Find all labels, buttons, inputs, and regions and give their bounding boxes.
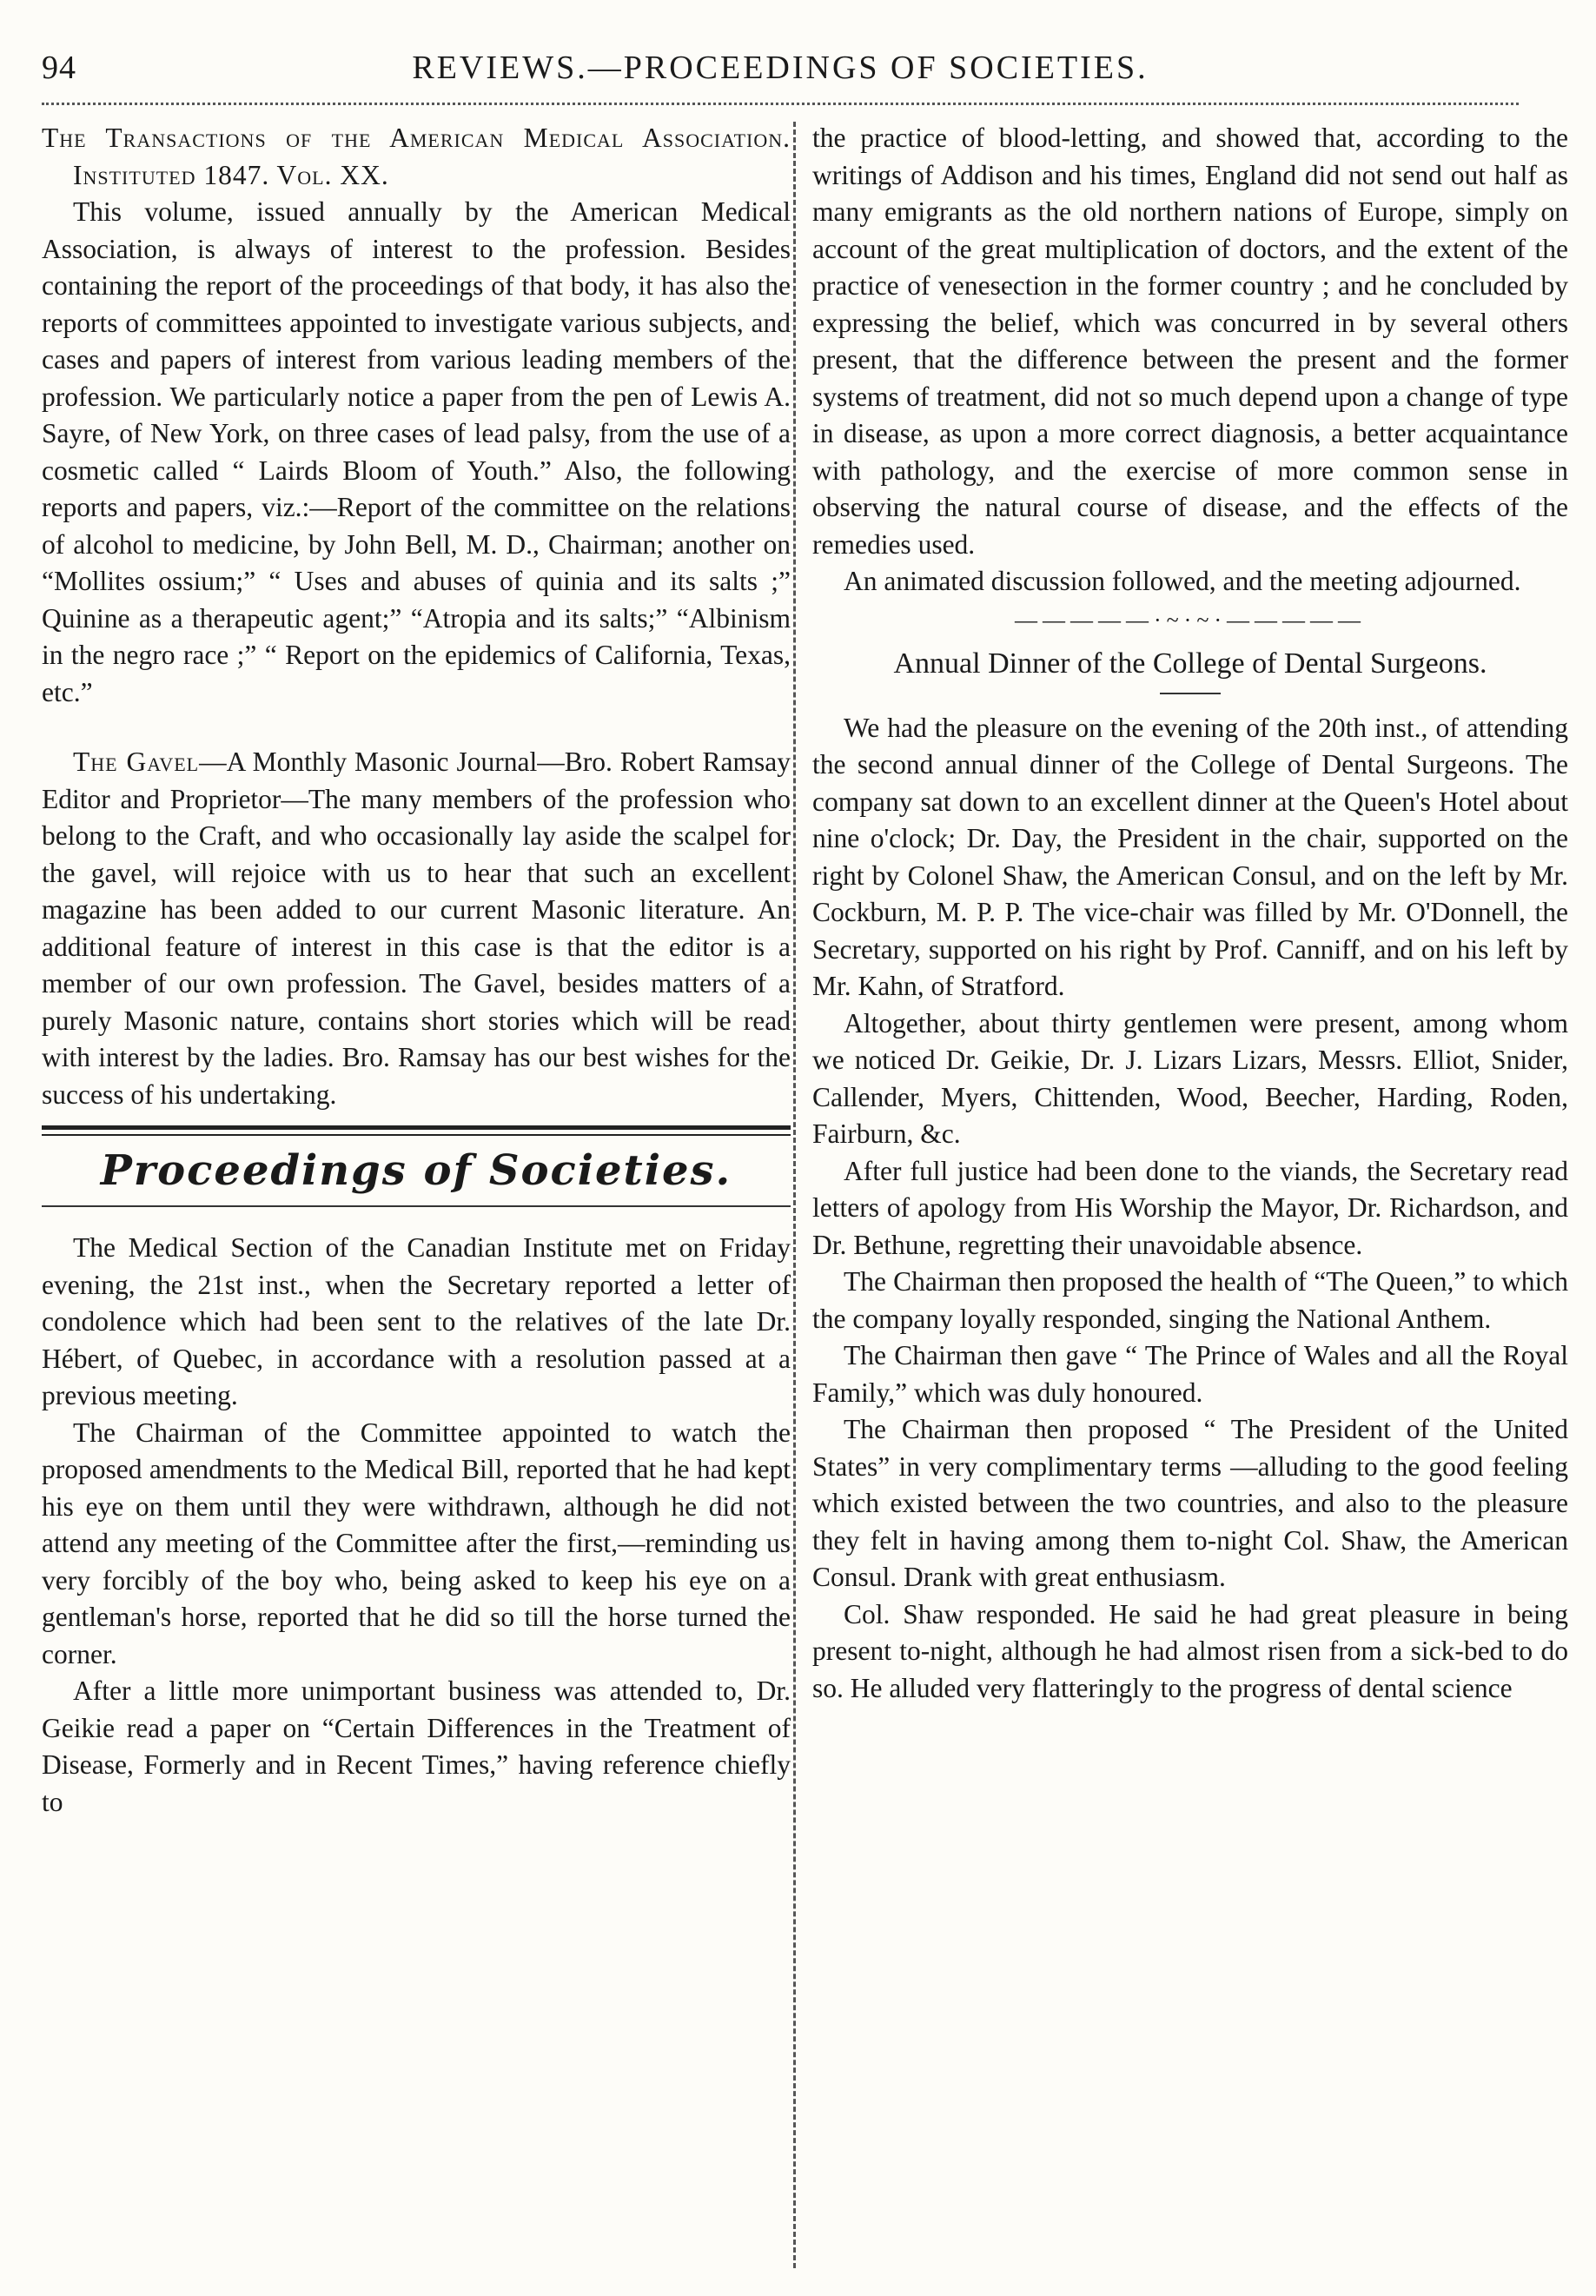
- review-title-transactions: The Transactions of the American Medical Association. Instituted 1847. Vol. XX.: [42, 123, 791, 190]
- left-column: [42, 120, 791, 1821]
- section-double-rule: [42, 1125, 791, 1136]
- dinner-paragraph: The Chairman then gave “ The Prince of Wales and all the Royal Family,” which was duly honoured.: [812, 1340, 1568, 1408]
- review-title-gavel: The Gavel: [73, 747, 200, 777]
- running-title: REVIEWS.—PROCEEDINGS OF SOCIETIES.: [412, 50, 1149, 86]
- dinner-heading: Annual Dinner of the College of Dental Surgeons.: [893, 647, 1487, 680]
- dinner-paragraph: Col. Shaw responded. He said he had great pleasure in being present to-night, although he had almost risen from a sick-bed to do so. He alluded very flatteringly to the progress of dental science: [812, 1598, 1568, 1703]
- continued-paragraph: An animated discussion followed, and the meeting adjourned.: [844, 566, 1521, 596]
- page-number: 94: [42, 50, 76, 86]
- proceedings-paragraph: After a little more unimportant business was attended to, Dr. Geikie read a paper on “Certain Differences in the Treatment of Disease, Formerly and in Recent Times,” having reference chiefly to: [42, 1676, 791, 1817]
- review-gavel: [42, 744, 791, 1113]
- right-column: [812, 120, 1568, 1707]
- short-rule: [1160, 693, 1221, 694]
- proceedings-paragraph: The Medical Section of the Canadian Institute met on Friday evening, the 21st inst., when the Secretary reported a letter of condolence which had been sent to the relatives of the late Dr. Hébert, of Quebec, in accordance with a resolution passed at a previous meeting.: [42, 1232, 791, 1410]
- section-heading: Proceedings of Societies.: [100, 1146, 732, 1195]
- dinner-paragraph: Altogether, about thirty gentlemen were present, among whom we noticed Dr. Geikie, Dr. J. Lizars Lizars, Messrs. Elliot, Snider, Callender, Myers, Chittenden, Wood, Beecher, Harding, Roden, Fairburn, &c.: [812, 1007, 1568, 1149]
- header-rule: [42, 103, 1519, 105]
- spacer: [42, 1207, 791, 1230]
- ornament-divider: —————·~·~·—————: [1014, 607, 1367, 633]
- continued-paragraph: the practice of blood-letting, and showed that, according to the writings of Addison and his times, England did not send out half as many emigrants as the old northern nations of Europe, simply on account of the great multiplication of doctors, and the extent of the practice of venesection in the former country ; and he concluded by expressing the belief, which was concurred in by several others present, that the difference between the present and the former systems of treatment, did not so much depend upon a change of type in disease, as upon a more correct diagnosis, a better acquaintance with pathology, and the exercise of more common sense in observing the natural course of disease, and the effects of the remedies used.: [812, 123, 1568, 560]
- dinner-paragraph: The Chairman then proposed “ The President of the United States” in very complimentary terms —alluding to the good feeling which existed between the two countries, and also to the pleasure they felt in having among them to-night Col. Shaw, the American Consul. Drank with great enthusiasm.: [812, 1414, 1568, 1592]
- dinner-paragraph: We had the pleasure on the evening of the 20th inst., of attending the second annual dinner of the College of Dental Surgeons. The company sat down to an excellent dinner at the Queen's Hotel about nine o'clock; Dr. Day, the President in the chair, supported on the right by Colonel Shaw, the American Consul, and on the left by Mr. Cockburn, M. P. P. The vice-chair was filled by Mr. O'Donnell, the Secretary, supported on his right by Prof. Canniff, and on his left by Mr. Kahn, of Stratford.: [812, 712, 1568, 1001]
- dinner-paragraph: The Chairman then proposed the health of “The Queen,” to which the company loyally responded, singing the National Anthem.: [812, 1266, 1568, 1334]
- column-divider: [793, 122, 796, 2268]
- review-body-gavel: —A Monthly Masonic Journal—Bro. Robert Ramsay Editor and Proprietor—The many members of the profession who belong to the Craft, and who occasionally lay aside the scalpel for the gavel, will rejoice with us to hear that such an excellent magazine has been added to our current Masonic literature. An additional feature of interest in this case is that the editor is a member of our own profession. The Gavel, besides matters of a purely Masonic nature, contains short stories which will be read with interest by the ladies. Bro. Ramsay has our best wishes for the success of his undertaking.: [42, 747, 791, 1110]
- proceedings-paragraph: The Chairman of the Committee appointed to watch the proposed amendments to the Medical Bill, reported that he had kept his eye on them until they were withdrawn, although he did not attend any meeting of the Committee after the first,—reminding us very forcibly of the boy who, being asked to keep his eye on a gentleman's horse, reported that he did so till the horse turned the corner.: [42, 1417, 791, 1669]
- dinner-paragraph: After full justice had been done to the viands, the Secretary read letters of apology from His Worship the Mayor, Dr. Richardson, and Dr. Bethune, regretting their unavoidable absence.: [812, 1155, 1568, 1260]
- spacer: [42, 711, 791, 744]
- page-header: [42, 45, 1519, 97]
- review-body-transactions: This volume, issued annually by the American Medical Association, is always of interest to the profession. Besides containing the report of the proceedings of that body, it has also the reports of committees appointed to investigate various subjects, and cases and papers of interest from various leading members of the profession. We particularly notice a paper from the pen of Lewis A. Sayre, of New York, on three cases of lead palsy, from the use of a cosmetic called “ Lairds Bloom of Youth.” Also, the following reports and papers, viz.:—Report of the committee on the relations of alcohol to medicine, by John Bell, M. D., Chairman; another on “Mollites ossium;” “ Uses and abuses of quinia and its salts ;” Quinine as a therapeutic agent;” “Atropia and its salts;” “Albinism in the negro race ;” “ Report on the epidemics of California, Texas, etc.”: [42, 196, 791, 707]
